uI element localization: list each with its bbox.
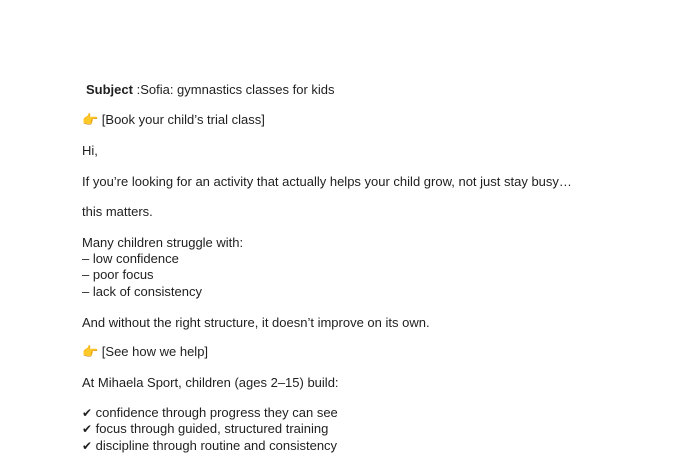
- benefit-text: focus through guided, structured training: [92, 421, 329, 436]
- cta-trial-class-text[interactable]: [Book your child’s trial class]: [98, 112, 265, 127]
- list-item: [82, 438, 337, 454]
- intro-paragraph: If you’re looking for an activity that actually helps your child grow, not just stay busy…: [82, 174, 572, 189]
- cta-see-how-text[interactable]: [See how we help]: [98, 344, 209, 359]
- list-item: – low confidence: [82, 251, 179, 266]
- subject-text: :Sofia: gymnastics classes for kids: [132, 82, 335, 97]
- check-icon: ✔: [82, 406, 93, 420]
- cta-trial-class[interactable]: [82, 112, 265, 129]
- structure-paragraph: And without the right structure, it doesn’t improve on its own.: [82, 315, 430, 330]
- list-item: – lack of consistency: [82, 284, 202, 299]
- check-icon: ✔: [82, 439, 93, 453]
- greeting: Hi,: [82, 143, 98, 158]
- list-item: [82, 421, 328, 437]
- intro-paragraph-2: this matters.: [82, 204, 153, 219]
- struggle-heading: Many children struggle with:: [82, 235, 244, 250]
- subject-label: Subject: [86, 82, 133, 97]
- subject-line: [86, 82, 335, 98]
- benefit-text: confidence through progress they can see: [92, 405, 338, 420]
- pointing-hand-icon: 👉: [82, 113, 99, 128]
- benefit-text: discipline through routine and consistency: [92, 438, 338, 453]
- check-icon: ✔: [82, 422, 93, 436]
- cta-see-how[interactable]: [82, 344, 208, 361]
- pointing-hand-icon: 👉: [82, 345, 99, 360]
- list-item: [82, 405, 338, 421]
- list-item: – poor focus: [82, 267, 154, 282]
- builds-heading: At Mihaela Sport, children (ages 2–15) build:: [82, 375, 339, 390]
